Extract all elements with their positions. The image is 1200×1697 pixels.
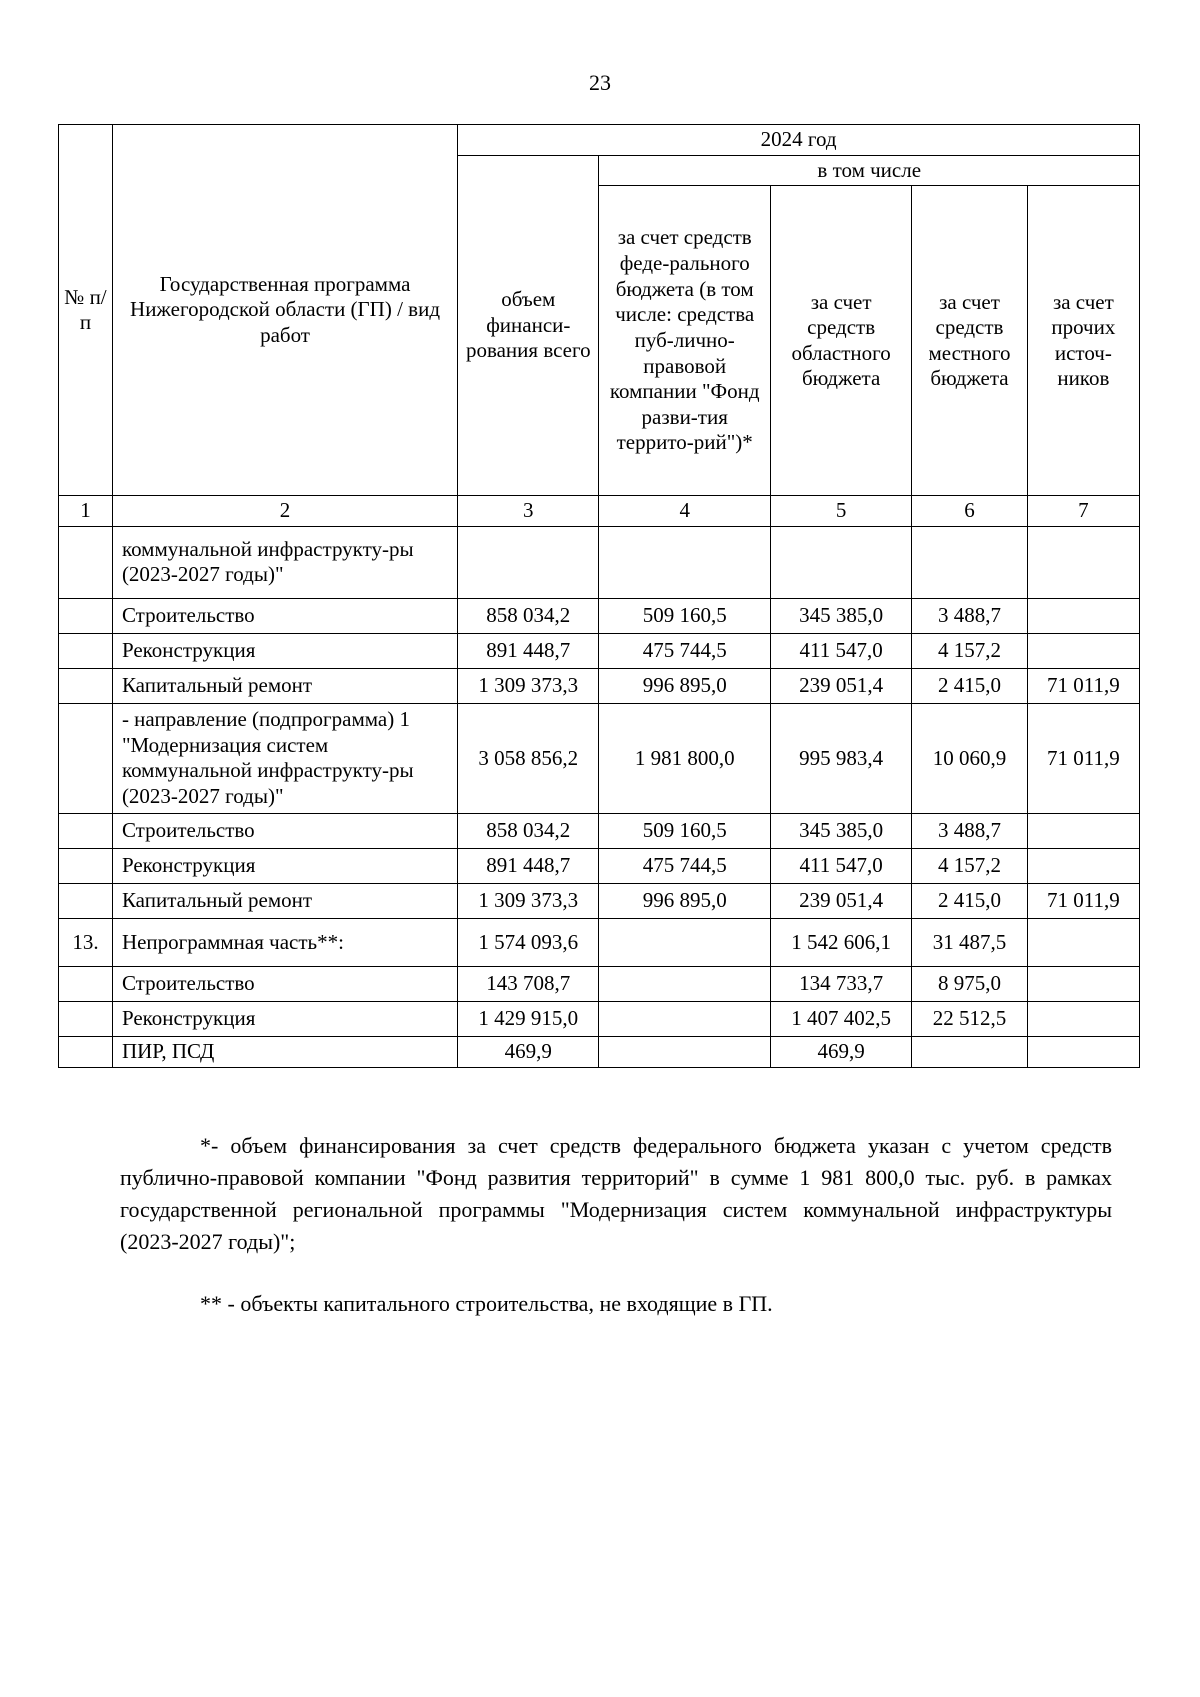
row-name-cell: ПИР, ПСД xyxy=(112,1036,457,1067)
column-number: 1 xyxy=(59,496,113,527)
total-cell: 891 448,7 xyxy=(458,848,599,883)
table-row xyxy=(59,598,1140,633)
column-number: 2 xyxy=(112,496,457,527)
table-row xyxy=(59,703,1140,813)
other-cell xyxy=(1027,1001,1139,1036)
row-name-cell: Капитальный ремонт xyxy=(112,883,457,918)
total-cell: 469,9 xyxy=(458,1036,599,1067)
federal-cell: 475 744,5 xyxy=(599,633,771,668)
row-name-cell: Строительство xyxy=(112,813,457,848)
other-cell xyxy=(1027,918,1139,966)
table-row xyxy=(59,848,1140,883)
regional-cell: 411 547,0 xyxy=(770,848,911,883)
other-cell xyxy=(1027,633,1139,668)
total-cell: 858 034,2 xyxy=(458,813,599,848)
local-cell: 31 487,5 xyxy=(912,918,1027,966)
local-cell xyxy=(912,526,1027,598)
local-cell: 4 157,2 xyxy=(912,633,1027,668)
regional-cell: 469,9 xyxy=(770,1036,911,1067)
row-number-cell xyxy=(59,1036,113,1067)
regional-cell: 1 407 402,5 xyxy=(770,1001,911,1036)
regional-cell: 995 983,4 xyxy=(770,703,911,813)
row-number-cell xyxy=(59,813,113,848)
column-number-row xyxy=(59,496,1140,527)
table-row xyxy=(59,883,1140,918)
other-cell xyxy=(1027,848,1139,883)
federal-cell xyxy=(599,1001,771,1036)
row-name-cell: - направление (подпрограмма) 1 "Модернизация систем коммунальной инфраструкту-ры (2023-2027 годы)" xyxy=(112,703,457,813)
column-number: 6 xyxy=(912,496,1027,527)
total-cell: 1 429 915,0 xyxy=(458,1001,599,1036)
table-row xyxy=(59,966,1140,1001)
total-cell: 1 309 373,3 xyxy=(458,883,599,918)
header-year: 2024 год xyxy=(458,125,1140,156)
federal-cell xyxy=(599,1036,771,1067)
total-cell: 891 448,7 xyxy=(458,633,599,668)
total-cell xyxy=(458,526,599,598)
footnote-federal: *- объем финансирования за счет средств федерального бюджета указан с учетом средств публично-правовой компании "Фонд развития территорий" в сумме 1 981 800,0 тыс. руб. в рамках государственной региональной программы "Модернизация систем коммунальной инфраструктуры (2023-2027 годы)"; xyxy=(120,1133,1112,1254)
other-cell xyxy=(1027,598,1139,633)
federal-cell xyxy=(599,526,771,598)
column-number: 5 xyxy=(770,496,911,527)
regional-cell: 239 051,4 xyxy=(770,668,911,703)
row-number-cell xyxy=(59,966,113,1001)
total-cell: 858 034,2 xyxy=(458,598,599,633)
regional-cell: 1 542 606,1 xyxy=(770,918,911,966)
federal-cell: 996 895,0 xyxy=(599,668,771,703)
header-num: № п/п xyxy=(59,125,113,496)
row-name-cell: Капитальный ремонт xyxy=(112,668,457,703)
row-name-cell: Непрограммная часть**: xyxy=(112,918,457,966)
header-including: в том числе xyxy=(599,155,1140,186)
total-cell: 1 574 093,6 xyxy=(458,918,599,966)
local-cell: 2 415,0 xyxy=(912,883,1027,918)
row-number-cell xyxy=(59,883,113,918)
table-row xyxy=(59,1001,1140,1036)
other-cell xyxy=(1027,813,1139,848)
page-number: 23 xyxy=(589,70,611,95)
column-number: 4 xyxy=(599,496,771,527)
table-row xyxy=(59,1036,1140,1067)
local-cell: 22 512,5 xyxy=(912,1001,1027,1036)
local-cell xyxy=(912,1036,1027,1067)
row-number-cell xyxy=(59,848,113,883)
row-name-cell: Строительство xyxy=(112,598,457,633)
row-number-cell xyxy=(59,526,113,598)
table-row xyxy=(59,668,1140,703)
row-name-cell: Реконструкция xyxy=(112,1001,457,1036)
other-cell: 71 011,9 xyxy=(1027,883,1139,918)
regional-cell: 345 385,0 xyxy=(770,598,911,633)
row-number-cell xyxy=(59,633,113,668)
total-cell: 143 708,7 xyxy=(458,966,599,1001)
row-name-cell: Реконструкция xyxy=(112,633,457,668)
row-number-cell: 13. xyxy=(59,918,113,966)
local-cell: 8 975,0 xyxy=(912,966,1027,1001)
row-number-cell xyxy=(59,1001,113,1036)
header-total: объем финанси-рования всего xyxy=(458,155,599,496)
local-cell: 10 060,9 xyxy=(912,703,1027,813)
table-body xyxy=(59,526,1140,1067)
row-name-cell: коммунальной инфраструкту-ры (2023-2027 годы)" xyxy=(112,526,457,598)
header-local: за счет средств местного бюджета xyxy=(912,186,1027,496)
row-number-cell xyxy=(59,598,113,633)
other-cell xyxy=(1027,1036,1139,1067)
row-name-cell: Строительство xyxy=(112,966,457,1001)
local-cell: 2 415,0 xyxy=(912,668,1027,703)
local-cell: 4 157,2 xyxy=(912,848,1027,883)
other-cell: 71 011,9 xyxy=(1027,668,1139,703)
federal-cell: 475 744,5 xyxy=(599,848,771,883)
footnotes xyxy=(120,1130,1112,1319)
federal-cell: 996 895,0 xyxy=(599,883,771,918)
footnote-non-program: ** - объекты капитального строительства, не входящие в ГП. xyxy=(200,1290,773,1316)
table-row xyxy=(59,918,1140,966)
regional-cell: 134 733,7 xyxy=(770,966,911,1001)
header-other: за счет прочих источ-ников xyxy=(1027,186,1139,496)
regional-cell: 411 547,0 xyxy=(770,633,911,668)
column-number: 3 xyxy=(458,496,599,527)
total-cell: 3 058 856,2 xyxy=(458,703,599,813)
budget-table xyxy=(58,124,1140,1068)
local-cell: 3 488,7 xyxy=(912,813,1027,848)
regional-cell: 345 385,0 xyxy=(770,813,911,848)
federal-cell xyxy=(599,966,771,1001)
local-cell: 3 488,7 xyxy=(912,598,1027,633)
other-cell xyxy=(1027,526,1139,598)
table-row xyxy=(59,813,1140,848)
header-regional: за счет средств областного бюджета xyxy=(770,186,911,496)
row-number-cell xyxy=(59,668,113,703)
other-cell: 71 011,9 xyxy=(1027,703,1139,813)
federal-cell xyxy=(599,918,771,966)
table-row xyxy=(59,633,1140,668)
column-number: 7 xyxy=(1027,496,1139,527)
regional-cell: 239 051,4 xyxy=(770,883,911,918)
federal-cell: 1 981 800,0 xyxy=(599,703,771,813)
other-cell xyxy=(1027,966,1139,1001)
row-name-cell: Реконструкция xyxy=(112,848,457,883)
federal-cell: 509 160,5 xyxy=(599,813,771,848)
regional-cell xyxy=(770,526,911,598)
total-cell: 1 309 373,3 xyxy=(458,668,599,703)
header-federal: за счет средств феде-рального бюджета (в том числе: средства пуб-лично-правовой компании "Фонд разви-тия террито-рий")* xyxy=(599,186,771,496)
federal-cell: 509 160,5 xyxy=(599,598,771,633)
row-number-cell xyxy=(59,703,113,813)
header-program: Государственная программа Нижегородской области (ГП) / вид работ xyxy=(112,125,457,496)
table-row xyxy=(59,526,1140,598)
